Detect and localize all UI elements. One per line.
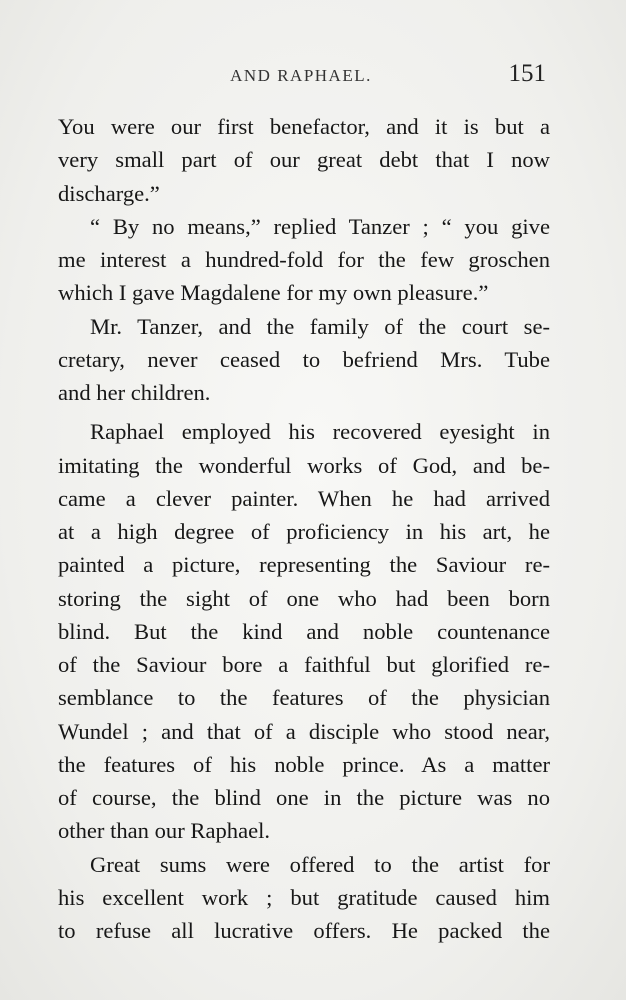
text-line: me interest a hundred-fold for the few groschen [58,247,550,272]
text-line: of the Saviour bore a faithful but glorified re- [58,652,550,677]
page-number: 151 [508,60,546,87]
text-line: which I gave Magdalene for my own pleasure.” [58,280,489,306]
text-line: painted a picture, representing the Saviour re- [58,552,550,578]
text-line: blind. But the kind and noble countenance [58,618,550,644]
text-line: semblance to the features of the physician [58,685,550,711]
text-line: of course, the blind one in the picture was no [58,785,550,810]
text-line: very small part of our great debt that I now [58,147,550,173]
text-line: his excellent work ; but gratitude caused him [58,884,550,910]
text-line: imitating the wonderful works of God, and be- [58,452,550,478]
text-line: the features of his noble prince. As a matter [58,751,550,777]
text-line: Great sums were offered to the artist for [90,851,550,877]
body-text [58,110,550,947]
text-line: and her children. [58,380,211,405]
text-line: “ By no means,” replied Tanzer ; “ you give [90,213,550,239]
text-line: cretary, never ceased to befriend Mrs. Tube [58,346,550,372]
running-head: AND RAPHAEL. [230,66,372,85]
text-line: Raphael employed his recovered eyesight in [90,419,550,445]
text-line: other than our Raphael. [58,818,271,844]
text-line: at a high degree of proficiency in his art, he [58,519,550,544]
text-line: Mr. Tanzer, and the family of the court se- [90,313,550,339]
text-line: to refuse all lucrative offers. He packed the [58,918,550,943]
page-header [56,60,546,90]
text-line: discharge.” [58,180,160,206]
text-line: storing the sight of one who had been born [58,585,550,611]
text-line: You were our first benefactor, and it is but a [58,114,550,139]
text-line: came a clever painter. When he had arrived [58,485,550,511]
text-line: Wundel ; and that of a disciple who stood near, [58,718,550,744]
